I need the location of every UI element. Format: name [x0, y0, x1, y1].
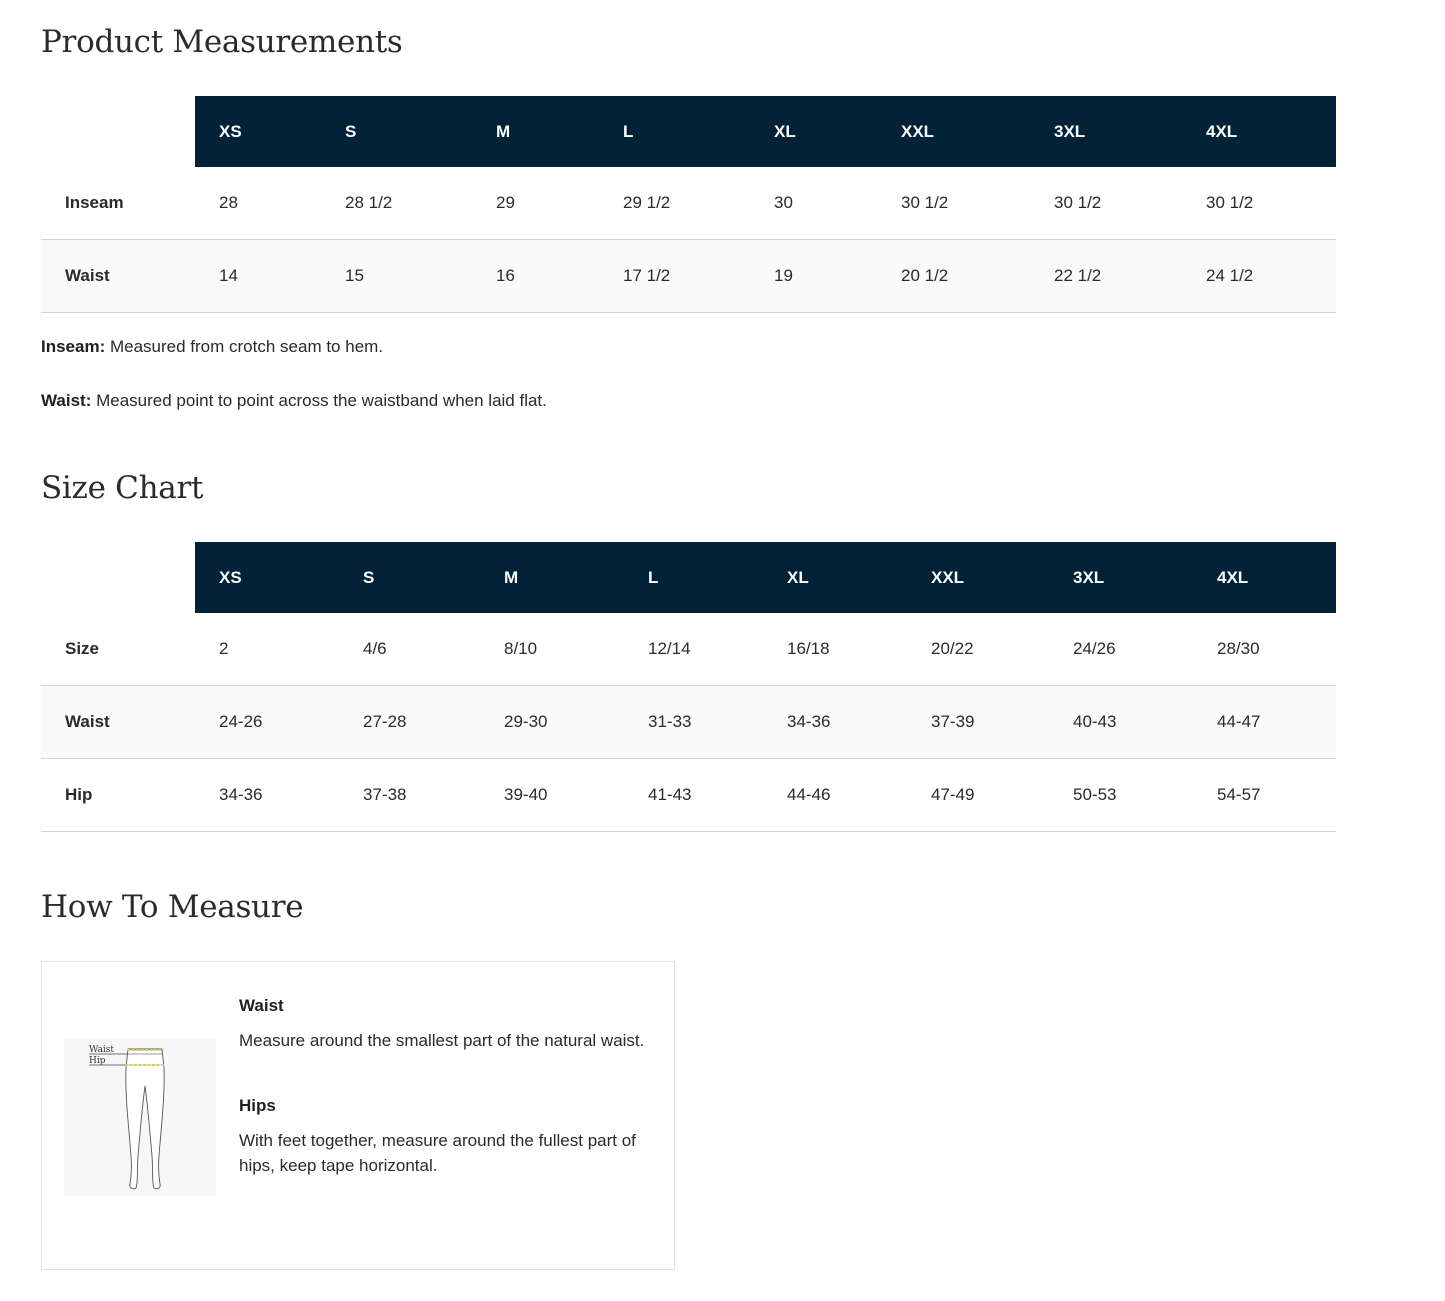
table-cell: 15 — [321, 240, 472, 313]
table-cell: 20 1/2 — [877, 240, 1030, 313]
waist-note — [41, 391, 547, 411]
size-column-header: XXL — [877, 96, 1030, 167]
table-cell: 4/6 — [339, 613, 480, 686]
size-column-header: 3XL — [1030, 96, 1182, 167]
table-cell: 14 — [195, 240, 321, 313]
how-to-measure-title: How To Measure — [41, 889, 304, 925]
table-corner-cell — [41, 96, 195, 167]
size-column-header: M — [480, 542, 624, 613]
table-cell: 20/22 — [907, 613, 1049, 686]
figure-waist-label: Waist — [89, 1045, 114, 1055]
table-row — [41, 686, 1336, 759]
table-cell: 50-53 — [1049, 759, 1193, 832]
row-label: Waist — [41, 240, 195, 313]
inseam-note — [41, 337, 383, 357]
table-cell: 30 1/2 — [877, 167, 1030, 240]
table-cell: 24-26 — [195, 686, 339, 759]
row-label: Waist — [41, 686, 195, 759]
note-text: Measured from crotch seam to hem. — [109, 337, 384, 356]
size-column-header: XL — [763, 542, 907, 613]
table-cell: 44-46 — [763, 759, 907, 832]
size-column-header: 4XL — [1182, 96, 1336, 167]
table-header-row — [41, 542, 1336, 613]
table-cell: 30 — [750, 167, 877, 240]
table-row — [41, 240, 1336, 313]
size-column-header: 4XL — [1193, 542, 1336, 613]
table-cell: 16 — [472, 240, 599, 313]
size-column-header: M — [472, 96, 599, 167]
table-cell: 16/18 — [763, 613, 907, 686]
instruction-description: Measure around the smallest part of the natural waist. — [239, 1031, 645, 1050]
row-label: Inseam — [41, 167, 195, 240]
table-cell: 28/30 — [1193, 613, 1336, 686]
size-column-header: XS — [195, 542, 339, 613]
size-column-header: 3XL — [1049, 542, 1193, 613]
measure-instructions — [239, 996, 659, 1178]
instruction-heading: Hips — [239, 1096, 276, 1115]
row-label: Hip — [41, 759, 195, 832]
table-cell: 28 — [195, 167, 321, 240]
product-measurements-table — [41, 96, 1336, 313]
table-cell: 30 1/2 — [1182, 167, 1336, 240]
row-label: Size — [41, 613, 195, 686]
table-cell: 44-47 — [1193, 686, 1336, 759]
size-column-header: XL — [750, 96, 877, 167]
table-cell: 24/26 — [1049, 613, 1193, 686]
hips-instruction — [239, 1096, 659, 1178]
table-cell: 28 1/2 — [321, 167, 472, 240]
table-cell: 54-57 — [1193, 759, 1336, 832]
table-cell: 29 — [472, 167, 599, 240]
table-cell: 29-30 — [480, 686, 624, 759]
table-cell: 30 1/2 — [1030, 167, 1182, 240]
table-row — [41, 759, 1336, 832]
waist-instruction — [239, 996, 659, 1053]
note-term: Inseam: — [41, 337, 106, 356]
table-cell: 24 1/2 — [1182, 240, 1336, 313]
size-column-header: XXL — [907, 542, 1049, 613]
figure-hip-label: Hip — [89, 1056, 106, 1066]
table-corner-cell — [41, 542, 195, 613]
size-column-header: XS — [195, 96, 321, 167]
table-cell: 22 1/2 — [1030, 240, 1182, 313]
size-chart-table — [41, 542, 1336, 832]
table-cell: 19 — [750, 240, 877, 313]
product-measurements-title: Product Measurements — [41, 24, 403, 60]
instruction-description: With feet together, measure around the fullest part of hips, keep tape horizontal. — [239, 1131, 636, 1175]
instruction-heading: Waist — [239, 996, 284, 1015]
table-header-row — [41, 96, 1336, 167]
size-column-header: S — [321, 96, 472, 167]
table-cell: 31-33 — [624, 686, 763, 759]
leggings-measurement-figure — [64, 1038, 216, 1196]
table-cell: 17 1/2 — [599, 240, 750, 313]
table-cell: 47-49 — [907, 759, 1049, 832]
table-cell: 34-36 — [763, 686, 907, 759]
leggings-diagram-icon — [64, 1038, 216, 1196]
table-cell: 12/14 — [624, 613, 763, 686]
table-cell: 39-40 — [480, 759, 624, 832]
how-to-measure-card — [41, 961, 675, 1270]
size-column-header: L — [624, 542, 763, 613]
table-cell: 8/10 — [480, 613, 624, 686]
note-term: Waist: — [41, 391, 92, 410]
table-cell: 2 — [195, 613, 339, 686]
size-column-header: S — [339, 542, 480, 613]
table-cell: 34-36 — [195, 759, 339, 832]
table-cell: 37-38 — [339, 759, 480, 832]
table-row — [41, 167, 1336, 240]
table-cell: 40-43 — [1049, 686, 1193, 759]
size-chart-title: Size Chart — [41, 470, 204, 506]
table-cell: 27-28 — [339, 686, 480, 759]
table-cell: 29 1/2 — [599, 167, 750, 240]
size-column-header: L — [599, 96, 750, 167]
note-text: Measured point to point across the waistband when laid flat. — [96, 391, 547, 410]
table-cell: 41-43 — [624, 759, 763, 832]
table-row — [41, 613, 1336, 686]
table-cell: 37-39 — [907, 686, 1049, 759]
